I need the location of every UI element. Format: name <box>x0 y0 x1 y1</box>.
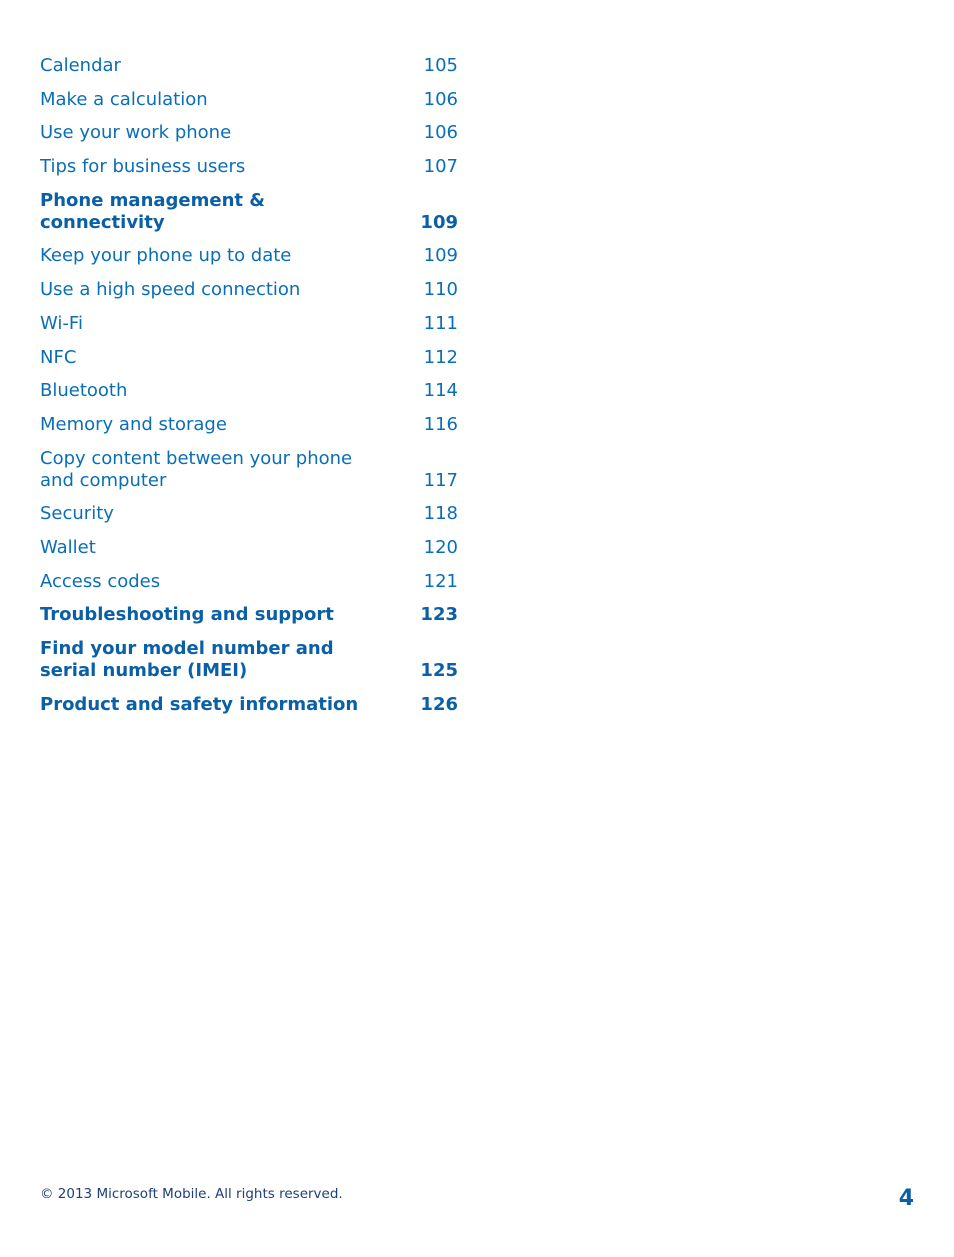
toc-entry-page: 106 <box>423 122 458 144</box>
toc-entry-title: Tips for business users <box>40 156 246 178</box>
toc-entry-page: 109 <box>423 245 458 267</box>
toc-entry-page: 114 <box>423 380 458 402</box>
toc-entry-title: Access codes <box>40 570 161 592</box>
toc-entry[interactable] <box>40 245 458 267</box>
toc-entry[interactable] <box>40 571 458 593</box>
toc-entry[interactable] <box>40 414 458 436</box>
toc-entry-title: Phone management & connectivity <box>40 189 265 233</box>
toc-entry-title: Wi-Fi <box>40 312 83 334</box>
toc-entry-page: 123 <box>420 604 458 626</box>
table-of-contents <box>40 55 458 727</box>
toc-entry-title: Make a calculation <box>40 88 208 110</box>
toc-entry[interactable] <box>40 448 458 492</box>
toc-entry-title: Wallet <box>40 536 96 558</box>
toc-entry-page: 106 <box>423 88 458 110</box>
toc-entry[interactable] <box>40 122 458 144</box>
toc-entry-page: 107 <box>423 156 458 178</box>
toc-entry[interactable] <box>40 156 458 178</box>
toc-section-heading[interactable] <box>40 694 458 716</box>
toc-entry-title: Memory and storage <box>40 413 227 435</box>
toc-entry-title: NFC <box>40 346 77 368</box>
toc-entry[interactable] <box>40 503 458 525</box>
toc-entry-page: 110 <box>423 279 458 301</box>
toc-entry[interactable] <box>40 313 458 335</box>
toc-entry-title: Use a high speed connection <box>40 279 301 301</box>
copyright-notice: © 2013 Microsoft Mobile. All rights reserved. <box>40 1186 343 1202</box>
toc-entry-title: Bluetooth <box>40 380 128 402</box>
toc-entry-title: Troubleshooting and support <box>40 604 334 626</box>
toc-entry-title: Product and safety information <box>40 693 359 715</box>
toc-entry-page: 117 <box>423 469 458 491</box>
toc-section-heading[interactable] <box>40 604 458 626</box>
toc-entry[interactable] <box>40 347 458 369</box>
toc-entry-page: 126 <box>420 693 458 715</box>
toc-entry-page: 105 <box>423 55 458 76</box>
toc-section-heading[interactable] <box>40 638 458 682</box>
toc-entry-page: 121 <box>423 570 458 592</box>
toc-entry-title: Keep your phone up to date <box>40 245 292 267</box>
toc-entry-title: Find your model number and serial number (IMEI) <box>40 638 334 681</box>
toc-entry-page: 111 <box>423 312 458 334</box>
toc-entry-page: 125 <box>420 660 458 681</box>
toc-entry-title: Calendar <box>40 55 121 76</box>
toc-entry[interactable] <box>40 89 458 111</box>
toc-entry-page: 116 <box>423 413 458 435</box>
toc-entry-title: Use your work phone <box>40 122 232 144</box>
toc-entry[interactable] <box>40 55 458 77</box>
toc-entry[interactable] <box>40 279 458 301</box>
toc-entry[interactable] <box>40 537 458 559</box>
toc-section-heading[interactable] <box>40 190 458 234</box>
toc-entry[interactable] <box>40 380 458 402</box>
toc-entry-page: 112 <box>423 346 458 368</box>
page-number: 4 <box>898 1186 914 1211</box>
toc-entry-page: 118 <box>423 503 458 525</box>
toc-entry-title: Copy content between your phone and computer <box>40 447 353 491</box>
toc-entry-title: Security <box>40 503 114 525</box>
toc-entry-page: 120 <box>423 536 458 558</box>
toc-entry-page: 109 <box>420 211 458 233</box>
